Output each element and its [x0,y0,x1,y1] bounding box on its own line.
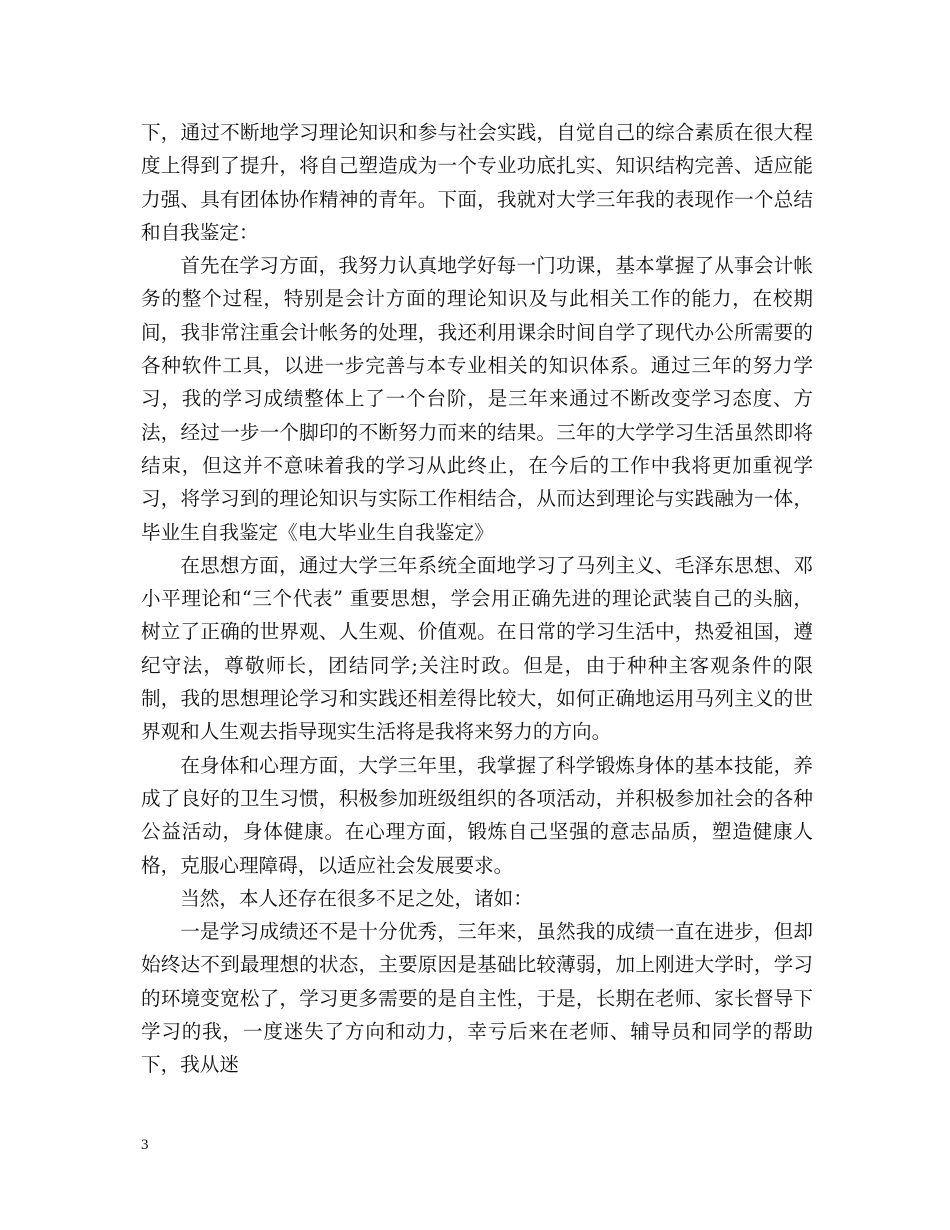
paragraph-ideology: 在思想方面，通过大学三年系统全面地学习了马列主义、毛泽东思想、邓小平理论和“三个代表” 重要思想，学会用正确先进的理论武装自己的头脑，树立了正确的世界观、人生观、价值观。在日常的学习生活中，热爱祖国，遵纪守法，尊敬师长，团结同学;关注时政。但是，由于种种主客观条件的限制，我的思想理论学习和实践还相差得比较大，如何正确地运用马列主义的世界观和人生观去指导现实生活将是我将来努力的方向。 [141,553,813,744]
paragraph-shortcomings-intro: 当然，本人还存在很多不足之处，诸如： [180,886,533,910]
paragraph-shortcoming-one: 一是学习成绩还不是十分优秀，三年来，虽然我的成绩一直在进步，但却始终达不到最理想的状态，主要原因是基础比较薄弱，加上刚进大学时，学习的环境变宽松了，学习更多需要的是自主性，于是，长期在老师、家长督导下学习的我，一度迷失了方向和动力，幸亏后来在老师、辅导员和同学的帮助下，我从迷 [141,920,813,1077]
paragraph-physical-mental: 在身体和心理方面，大学三年里，我掌握了科学锻炼身体的基本技能，养成了良好的卫生习惯，积极参加班级组织的各项活动，并积极参加社会的各种公益活动，身体健康。在心理方面，锻炼自己坚强的意志品质，塑造健康人格，克服心理障碍，以适应社会发展要求。 [141,753,813,877]
document-body [141,116,813,1082]
paragraph-study: 首先在学习方面，我努力认真地学好每一门功课，基本掌握了从事会计帐务的整个过程，特别是会计方面的理论知识及与此相关工作的能力，在校期间，我非常注重会计帐务的处理，我还利用课余时间自学了现代办公所需要的各种软件工具，以进一步完善与本专业相关的知识体系。通过三年的努力学习，我的学习成绩整体上了一个台阶，是三年来通过不断改变学习态度、方法，经过一步一个脚印的不断努力而来的结果。三年的大学学习生活虽然即将结束，但这并不意味着我的学习从此终止，在今后的工作中我将更加重视学习，将学习到的理论知识与实际工作相结合，从而达到理论与实践融为一体，毕业生自我鉴定《电大毕业生自我鉴定》 [141,254,813,544]
page-number: 3 [141,1137,149,1153]
paragraph-continuation: 下，通过不断地学习理论知识和参与社会实践，自觉自己的综合素质在很大程度上得到了提升，将自己塑造成为一个专业功底扎实、知识结构完善、适应能力强、具有团体协作精神的青年。下面，我就对大学三年我的表现作一个总结和自我鉴定： [141,121,813,244]
